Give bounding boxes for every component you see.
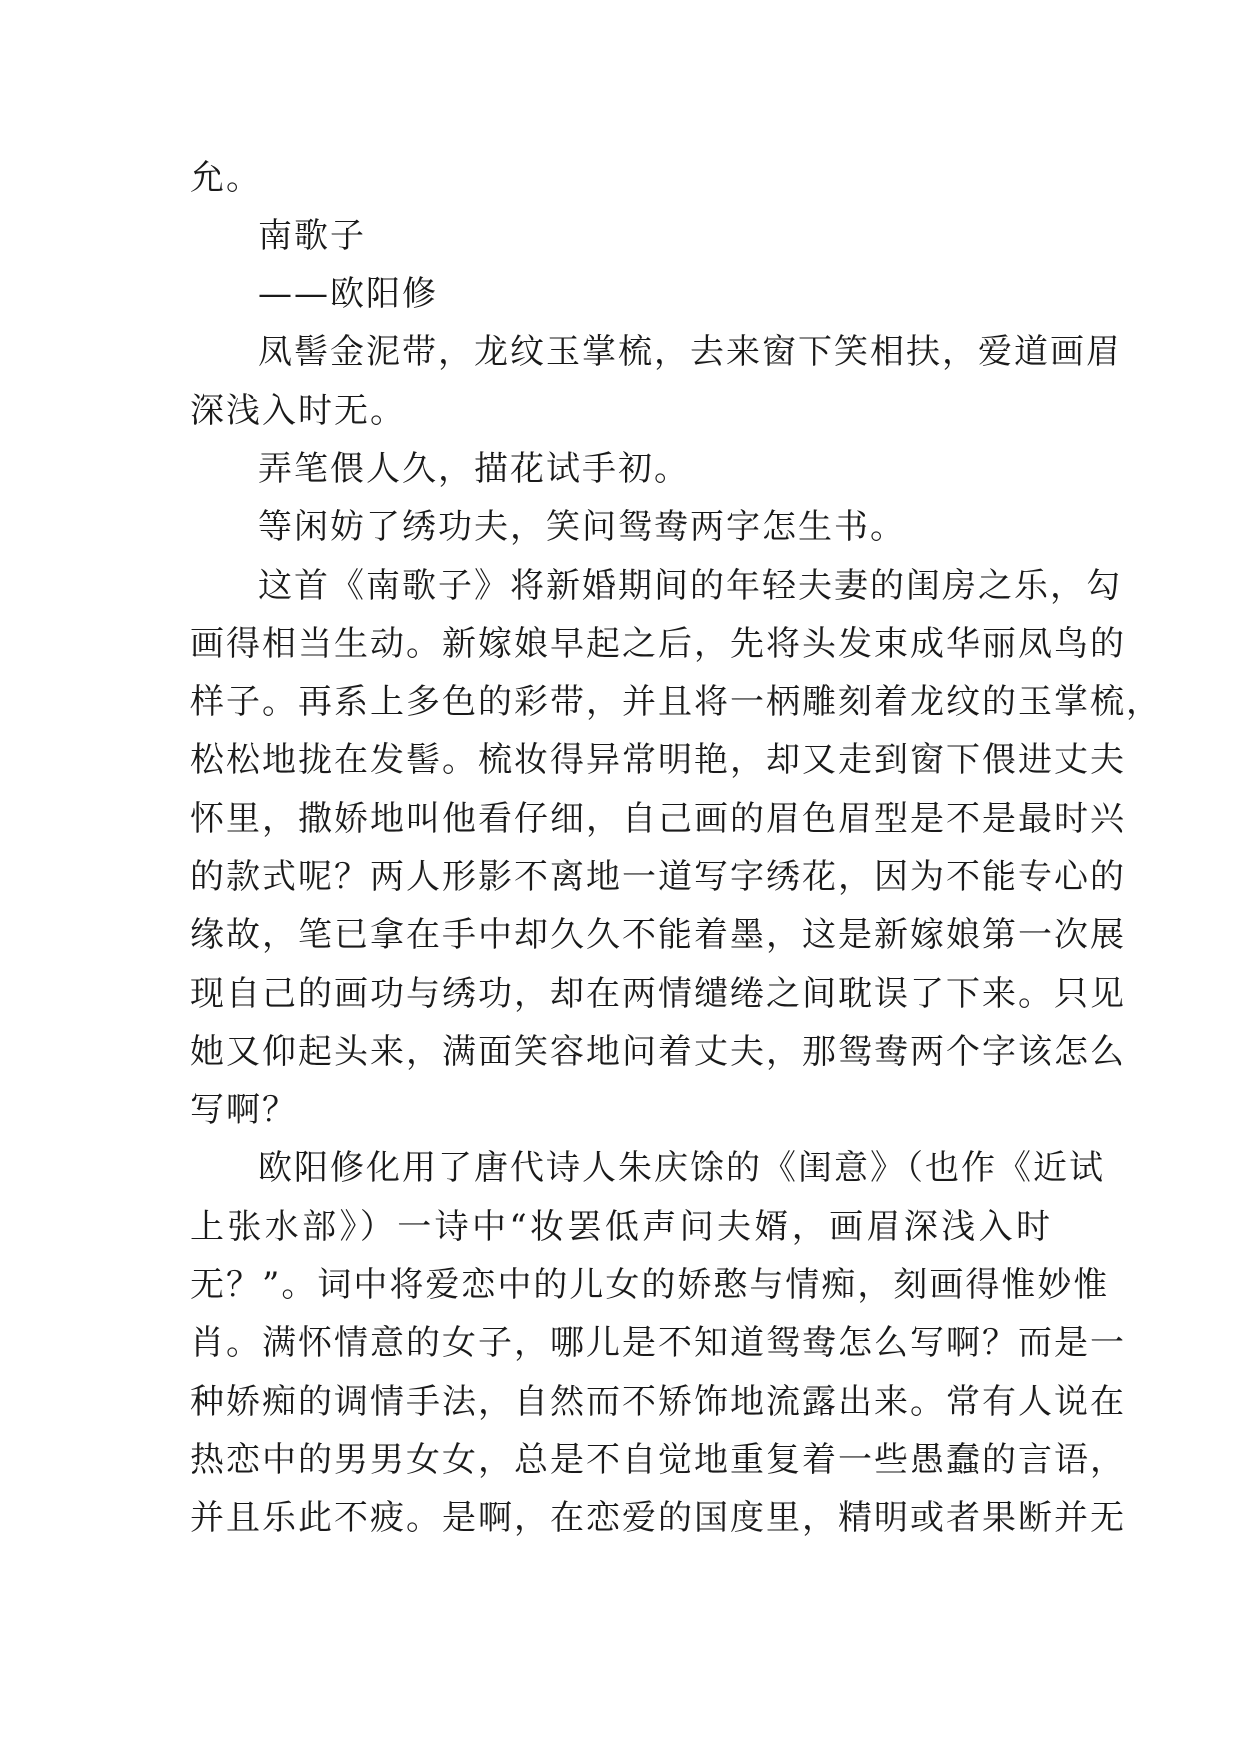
paragraph-line: 肖。满怀情意的女子，哪儿是不知道鸳鸯怎么写啊？而是一 (190, 1323, 1126, 1363)
paragraph-line: 热恋中的男男女女，总是不自觉地重复着一些愚蠢的言语， (190, 1440, 1126, 1480)
paragraph-line: 现自己的画功与绣功，却在两情缱绻之间耽误了下来。只见 (190, 974, 1126, 1014)
poem-author: ——欧阳修 (258, 274, 438, 314)
paragraph-line: 松松地拢在发髻。梳妆得异常明艳，却又走到窗下偎进丈夫 (190, 740, 1126, 780)
paragraph-line: 怀里，撒娇地叫他看仔细，自己画的眉色眉型是不是最时兴 (190, 799, 1126, 839)
paragraph-line: 欧阳修化用了唐代诗人朱庆馀的《闺意》（也作《近试 (258, 1148, 1105, 1188)
paragraph-line: 缘故，笔已拿在手中却久久不能着墨，这是新嫁娘第一次展 (190, 915, 1126, 955)
poem-line: 深浅入时无。 (190, 391, 406, 431)
paragraph-line: 样子。再系上多色的彩带，并且将一柄雕刻着龙纹的玉掌梳， (190, 682, 1162, 722)
paragraph-line: 无？”。词中将爱恋中的儿女的娇憨与情痴，刻画得惟妙惟 (190, 1265, 1110, 1305)
text-line: 允。 (190, 158, 262, 198)
poem-line: 等闲妨了绣功夫，笑问鸳鸯两字怎生书。 (258, 507, 906, 547)
paragraph-line: 这首《南歌子》将新婚期间的年轻夫妻的闺房之乐，勾 (258, 566, 1122, 606)
paragraph-line: 并且乐此不疲。是啊，在恋爱的国度里，精明或者果断并无 (190, 1498, 1126, 1538)
paragraph-line: 的款式呢？两人形影不离地一道写字绣花，因为不能专心的 (190, 857, 1126, 897)
paragraph-line: 写啊？ (190, 1090, 298, 1130)
paragraph-line: 画得相当生动。新嫁娘早起之后，先将头发束成华丽凤鸟的 (190, 624, 1126, 664)
poem-line: 弄笔偎人久，描花试手初。 (258, 449, 690, 489)
poem-title: 南歌子 (258, 216, 366, 256)
poem-line: 凤髻金泥带，龙纹玉掌梳，去来窗下笑相扶，爱道画眉 (258, 332, 1122, 372)
paragraph-line: 种娇痴的调情手法，自然而不矫饰地流露出来。常有人说在 (190, 1382, 1126, 1422)
paragraph-line: 上张水部》）一诗中“妆罢低声问夫婿，画眉深浅入时 (190, 1207, 1052, 1247)
paragraph-line: 她又仰起头来，满面笑容地问着丈夫，那鸳鸯两个字该怎么 (190, 1032, 1126, 1072)
